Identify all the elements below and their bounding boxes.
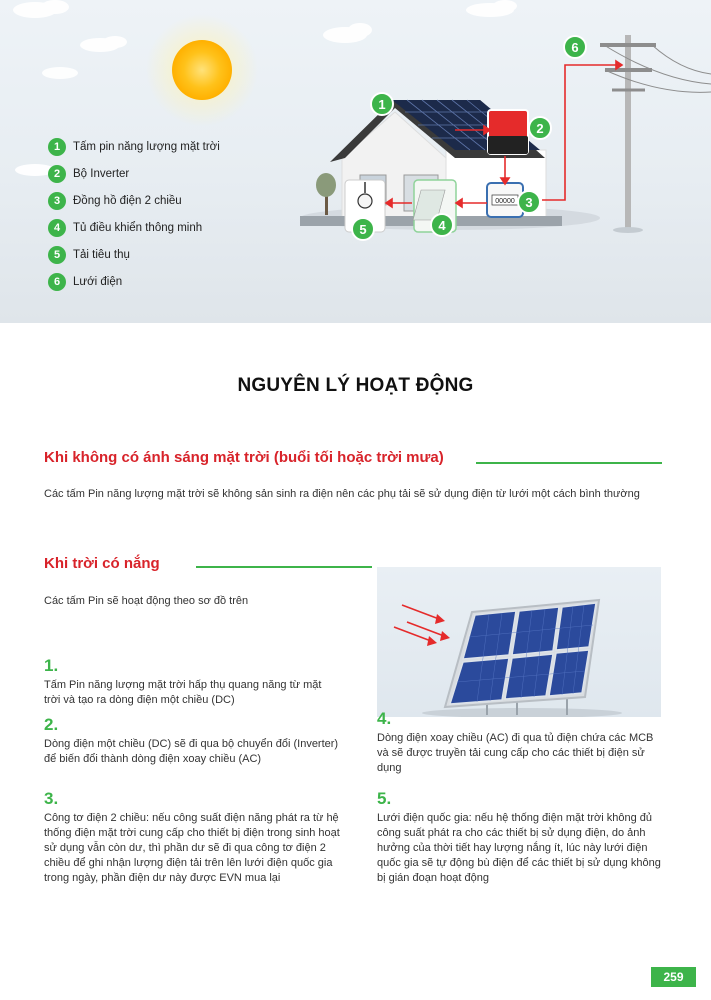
step-number: 3. [44, 789, 59, 808]
sun-ray-arrows [394, 605, 450, 646]
tree-icon [316, 173, 336, 215]
legend-item [48, 241, 220, 268]
section-text-sunny: Các tấm Pin sẽ hoạt động theo sơ đồ trên [44, 595, 249, 607]
page-number: 259 [651, 967, 696, 987]
sun-icon [146, 14, 258, 126]
meter-reading: 00000 [495, 198, 515, 205]
badge-meter: 3 [517, 190, 541, 214]
section-text-night: Các tấm Pin năng lượng mặt trời sẽ không sản sinh ra điện nên các phụ tải sẽ sử dụng điện từ lưới một cách bình thường [44, 488, 640, 500]
heading-divider [476, 462, 662, 464]
inverter-icon [488, 110, 528, 154]
legend-item [48, 214, 220, 241]
legend-number: 2 [48, 165, 66, 183]
step-number: 2. [44, 715, 59, 734]
solar-panel-icon [377, 567, 661, 717]
step-text: Công tơ điện 2 chiều: nếu công suất điện năng phát ra từ hệ thống điện mặt trời cung cấp cho thiết bị điện trong sinh hoạt sử dụng vẫn còn dư, thì phần dư sẽ đi qua công tơ điện 2 chiều để ghi nhận lượng điện tải trên lên lưới điện quốc gia trong ngày, phần điện dư này được EVN mua lại [44, 812, 340, 884]
legend-number: 6 [48, 273, 66, 291]
badge-inverter: 2 [528, 116, 552, 140]
legend-label: Tấm pin năng lượng mặt trời [73, 140, 220, 153]
legend-item [48, 133, 220, 160]
step-text: Tấm Pin năng lượng mặt trời hấp thụ quang năng từ mặt trời và tạo ra dòng điện một chiều (DC) [44, 679, 322, 706]
legend-item [48, 187, 220, 214]
solar-panel-image [377, 567, 661, 717]
badge-grid: 6 [563, 35, 587, 59]
badge-load: 5 [351, 217, 375, 241]
legend-label: Tải tiêu thụ [73, 248, 130, 261]
badge-panels: 1 [370, 92, 394, 116]
legend-label: Đồng hồ điện 2 chiều [73, 194, 182, 207]
section-heading-sunny: Khi trời có nắng [44, 555, 160, 572]
step-number: 1. [44, 656, 59, 675]
step-text: Lưới điện quốc gia: nếu hệ thống điện mặt trời không đủ công suất phát ra cho các thiết bị sử dụng điện, do ảnh hưởng của thời tiết hay lượng nắng ít, lúc này lưới điện quốc gia sẽ tự động bù điện để các thiết bị sử dụng không bị gián đoạn hoạt động [377, 812, 661, 884]
legend-item [48, 268, 220, 295]
legend-number: 4 [48, 219, 66, 237]
heading-divider [196, 566, 372, 568]
step-number: 4. [377, 709, 392, 728]
legend-number: 1 [48, 138, 66, 156]
legend-number: 5 [48, 246, 66, 264]
badge-cabinet: 4 [430, 213, 454, 237]
step-number: 5. [377, 789, 392, 808]
legend-number: 3 [48, 192, 66, 210]
legend-label: Bộ Inverter [73, 167, 130, 180]
hero-illustration [0, 0, 711, 323]
section-heading-night: Khi không có ánh sáng mặt trời (buổi tối hoặc trời mưa) [44, 449, 444, 466]
step-text: Dòng điện một chiều (DC) sẽ đi qua bộ chuyển đổi (Inverter) để biến đổi thành dòng điện xoay chiều (AC) [44, 738, 339, 765]
page-title: NGUYÊN LÝ HOẠT ĐỘNG [237, 375, 474, 396]
legend-item [48, 160, 220, 187]
legend-label: Tủ điều khiển thông minh [73, 221, 203, 234]
legend-label: Lưới điện [73, 275, 123, 288]
step-text: Dòng điện xoay chiều (AC) đi qua tủ điện chứa các MCB và sẽ được truyền tải cung cấp cho các thiết bị điện sử dụng [377, 732, 654, 774]
legend [48, 133, 220, 295]
